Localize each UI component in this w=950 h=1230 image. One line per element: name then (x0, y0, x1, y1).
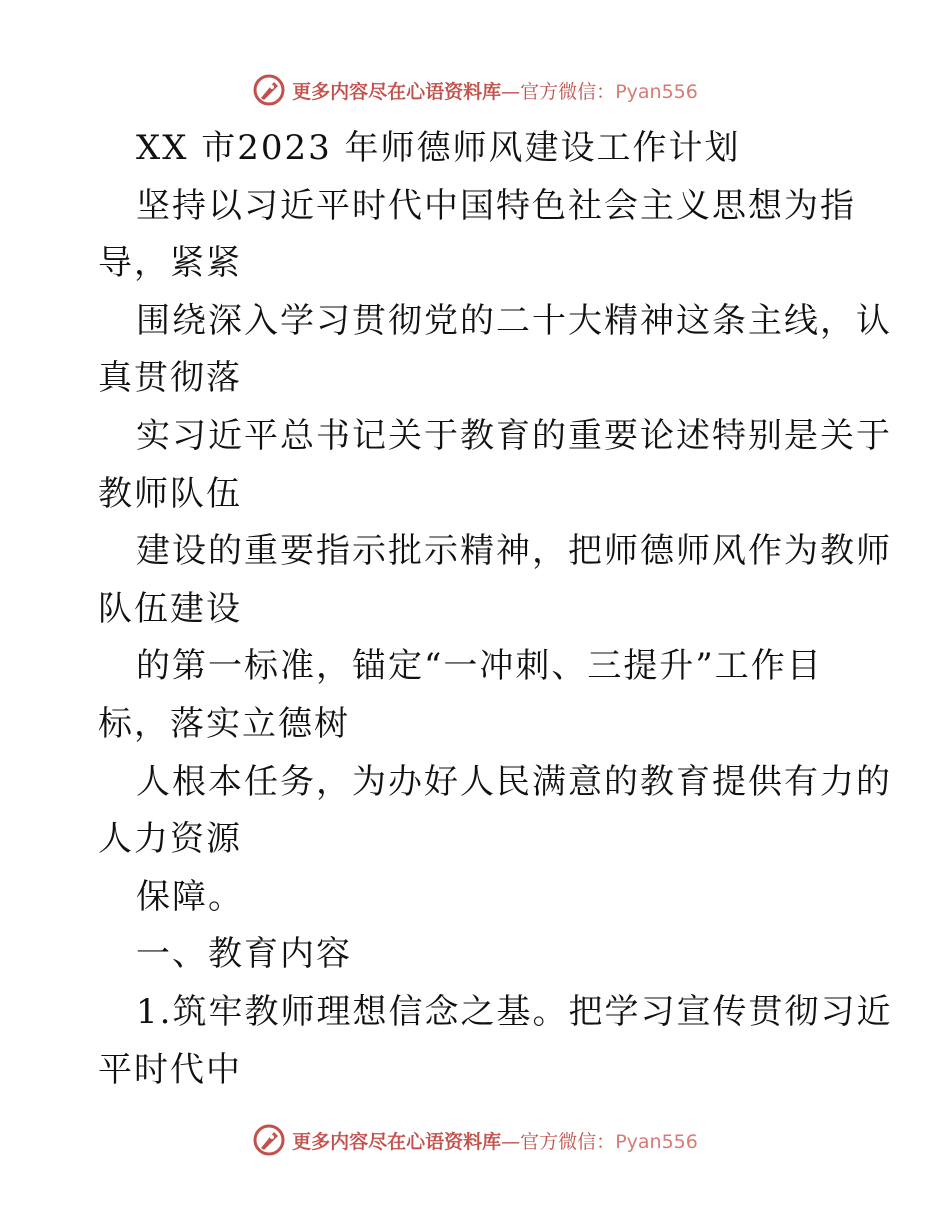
paragraph-line: 坚持以习近平时代中国特色社会主义思想为指 (136, 185, 856, 226)
watermark-banner-top (0, 70, 950, 110)
watermark-lead: 更多内容尽在心语资料库 (292, 80, 502, 103)
watermark-wechat-label: 官方微信： (520, 1130, 616, 1153)
paragraph-line: 建设的重要指示批示精神，把师德师风作为教师 (136, 531, 892, 572)
pen-nib-circle-icon (252, 1123, 286, 1157)
watermark-wechat-label: 官方微信： (520, 80, 616, 103)
watermark-text (292, 77, 698, 104)
document-title: XX 市2023 年师德师风建设工作计划 (136, 128, 741, 168)
watermark-dash: — (501, 80, 521, 103)
watermark-text (292, 1127, 698, 1154)
watermark-banner-bottom (0, 1120, 950, 1160)
paragraph-line: 实习近平总书记关于教育的重要论述特别是关于 (136, 415, 892, 456)
watermark-lead: 更多内容尽在心语资料库 (292, 1130, 502, 1153)
paragraph-line: 标，落实立德树 (98, 703, 350, 744)
paragraph-line: 一、教育内容 (136, 934, 352, 975)
paragraph-line: 队伍建设 (98, 588, 242, 629)
watermark-wechat-id: Pyan556 (615, 80, 698, 103)
paragraph-line: 保障。 (136, 876, 244, 917)
paragraph-line: 围绕深入学习贯彻党的二十大精神这条主线，认 (136, 300, 892, 341)
paragraph-line: 教师队伍 (98, 473, 242, 514)
paragraph-line: 平时代中 (98, 1049, 242, 1090)
paragraph-line: 人根本任务，为办好人民满意的教育提供有力的 (136, 761, 892, 802)
watermark-wechat-id: Pyan556 (615, 1130, 698, 1153)
paragraph-line: 1.筑牢教师理想信念之基。把学习宣传贯彻习近 (136, 991, 893, 1032)
watermark-dash: — (501, 1130, 521, 1153)
document-body (98, 120, 893, 1099)
paragraph-line: 导，紧紧 (98, 243, 242, 284)
paragraph-line: 人力资源 (98, 819, 242, 860)
pen-nib-circle-icon (252, 73, 286, 107)
paragraph-line: 的第一标准，锚定“一冲刺、三提升”工作目 (136, 646, 823, 687)
paragraph-line: 真贯彻落 (98, 358, 242, 399)
